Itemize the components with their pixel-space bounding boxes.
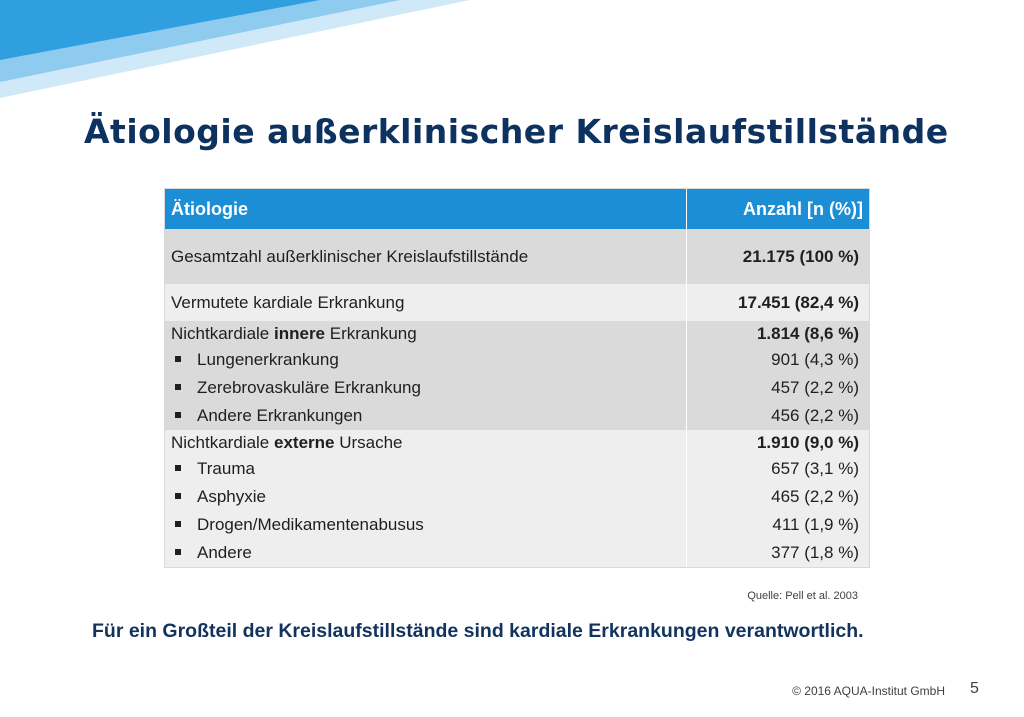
table-row xyxy=(165,511,869,539)
item-value: 456 (2,2 %) xyxy=(686,402,869,430)
table-header-row xyxy=(165,189,869,229)
table-row-total xyxy=(165,229,869,284)
copyright-footer: © 2016 AQUA-Institut GmbH xyxy=(792,684,945,698)
total-label: Gesamtzahl außerklinischer Kreislaufstillstände xyxy=(165,229,686,284)
item-label: Trauma xyxy=(197,459,255,478)
slide-title: Ätiologie außerklinischer Kreislaufstillstände xyxy=(84,112,949,151)
table-row xyxy=(165,402,869,430)
item-label: Andere Erkrankungen xyxy=(197,406,363,425)
bullet-icon xyxy=(175,465,181,471)
item-value: 657 (3,1 %) xyxy=(686,455,869,483)
table-row-internal xyxy=(165,321,869,346)
table-row-external xyxy=(165,430,869,455)
etiology-table xyxy=(164,188,870,568)
bullet-icon xyxy=(175,412,181,418)
bullet-icon xyxy=(175,356,181,362)
internal-label: Nichtkardiale innere Erkrankung xyxy=(165,321,686,346)
conclusion-text: Für ein Großteil der Kreislaufstillstände sind kardiale Erkrankungen verantwortlich. xyxy=(92,620,864,642)
cardiac-label: Vermutete kardiale Erkrankung xyxy=(165,284,686,321)
bullet-icon xyxy=(175,493,181,499)
item-label: Andere xyxy=(197,543,252,562)
external-label: Nichtkardiale externe Ursache xyxy=(165,430,686,455)
item-value: 465 (2,2 %) xyxy=(686,483,869,511)
internal-value: 1.814 (8,6 %) xyxy=(686,321,869,346)
page-number: 5 xyxy=(970,680,979,697)
item-value: 901 (4,3 %) xyxy=(686,346,869,374)
table-row xyxy=(165,374,869,402)
header-count: Anzahl [n (%)] xyxy=(686,189,869,229)
total-value: 21.175 (100 %) xyxy=(686,229,869,284)
bullet-icon xyxy=(175,549,181,555)
item-label: Asphyxie xyxy=(197,487,266,506)
external-value: 1.910 (9,0 %) xyxy=(686,430,869,455)
table-row xyxy=(165,539,869,567)
item-label: Lungenerkrankung xyxy=(197,350,339,369)
cardiac-value: 17.451 (82,4 %) xyxy=(686,284,869,321)
table-row xyxy=(165,346,869,374)
source-citation: Quelle: Pell et al. 2003 xyxy=(747,590,858,602)
bullet-icon xyxy=(175,384,181,390)
table-row xyxy=(165,455,869,483)
header-etiology: Ätiologie xyxy=(165,189,686,229)
table-row xyxy=(165,483,869,511)
item-value: 457 (2,2 %) xyxy=(686,374,869,402)
table-row-cardiac xyxy=(165,284,869,321)
item-value: 377 (1,8 %) xyxy=(686,539,869,567)
header-decoration xyxy=(0,0,1024,110)
bullet-icon xyxy=(175,521,181,527)
item-label: Drogen/Medikamentenabusus xyxy=(197,515,424,534)
item-label: Zerebrovaskuläre Erkrankung xyxy=(197,378,421,397)
item-value: 411 (1,9 %) xyxy=(686,511,869,539)
